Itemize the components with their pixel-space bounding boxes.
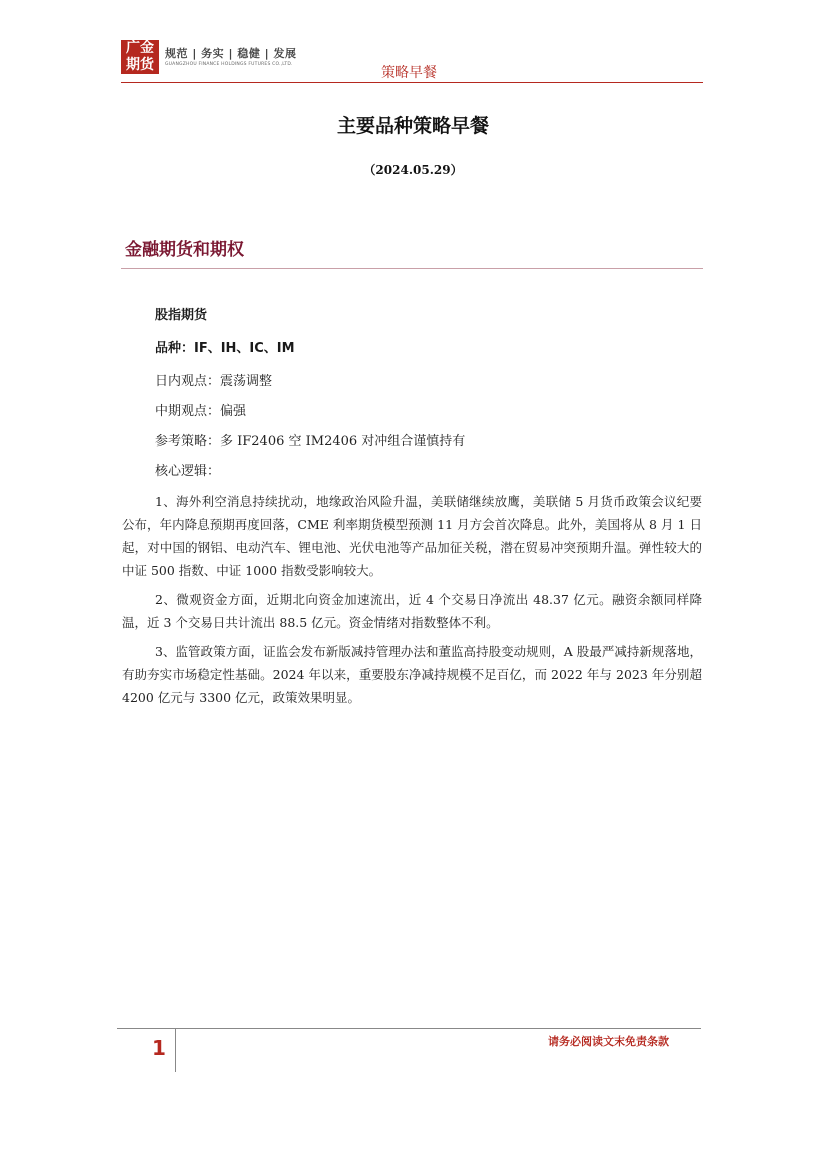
- section-divider: [121, 268, 703, 269]
- document-title: 主要品种策略早餐: [336, 115, 489, 137]
- logo-text-top: 广金: [126, 40, 154, 56]
- document-date: （2024.05.29）: [363, 163, 463, 177]
- intraday-view: 日内观点：震荡调整: [155, 374, 273, 389]
- header-tag: 策略早餐: [381, 65, 437, 81]
- section-title: 金融期货和期权: [125, 240, 244, 260]
- disclaimer-link[interactable]: 请务必阅读文末免责条款: [548, 1035, 669, 1048]
- header-divider: [121, 82, 703, 83]
- logo-text-bottom: 期货: [126, 57, 154, 73]
- logic-paragraph-2: 2、微观资金方面，近期北向资金加速流出，近 4 个交易日净流出 48.37 亿元。融资余额同样降温，近 3 个交易日共计流出 88.5 亿元。资金情绪对指数整体不利。: [122, 592, 702, 630]
- logic-paragraph-3: 3、监管政策方面，证监会发布新版减持管理办法和董监高持股变动规则，A 股最严减持新规落地，有助夯实市场稳定性基础。2024 年以来，重要股东净减持规模不足百亿，而 2022 年与 2023 年分别超 4200 亿元与 3300 亿元，政策效果明显。: [122, 644, 702, 705]
- core-logic-label: 核心逻辑：: [155, 464, 221, 479]
- midterm-view: 中期观点：偏强: [155, 404, 247, 419]
- footer-divider: [117, 1028, 701, 1029]
- variety-line: 品种：IF、IH、IC、IM: [155, 341, 295, 356]
- reference-strategy: 参考策略：多 IF2406 空 IM2406 对冲组合谨慎持有: [155, 434, 466, 449]
- company-english-name: GUANGZHOU FINANCE HOLDINGS FUTURES CO.,LTD.: [165, 62, 293, 67]
- page-number: 1: [152, 1036, 166, 1060]
- subsection-heading: 股指期货: [155, 308, 208, 323]
- company-slogan: 规范 | 务实 | 稳健 | 发展: [165, 47, 297, 60]
- company-logo: [121, 40, 159, 74]
- section-content: [122, 308, 702, 715]
- footer-vertical-divider: [175, 1028, 176, 1072]
- logic-paragraph-1: 1、海外利空消息持续扰动，地缘政治风险升温，美联储继续放鹰，美联储 5 月货币政策会议纪要公布，年内降息预期再度回落，CME 利率期货模型预测 11 月方会首次降息。此外，美国将从 8 月 1 日起，对中国的钢铝、电动汽车、锂电池、光伏电池等产品加征关税，潜在贸易冲突预期升温。弹性较大的中证 500 指数、中证 1000 指数受影响较大。: [122, 494, 702, 578]
